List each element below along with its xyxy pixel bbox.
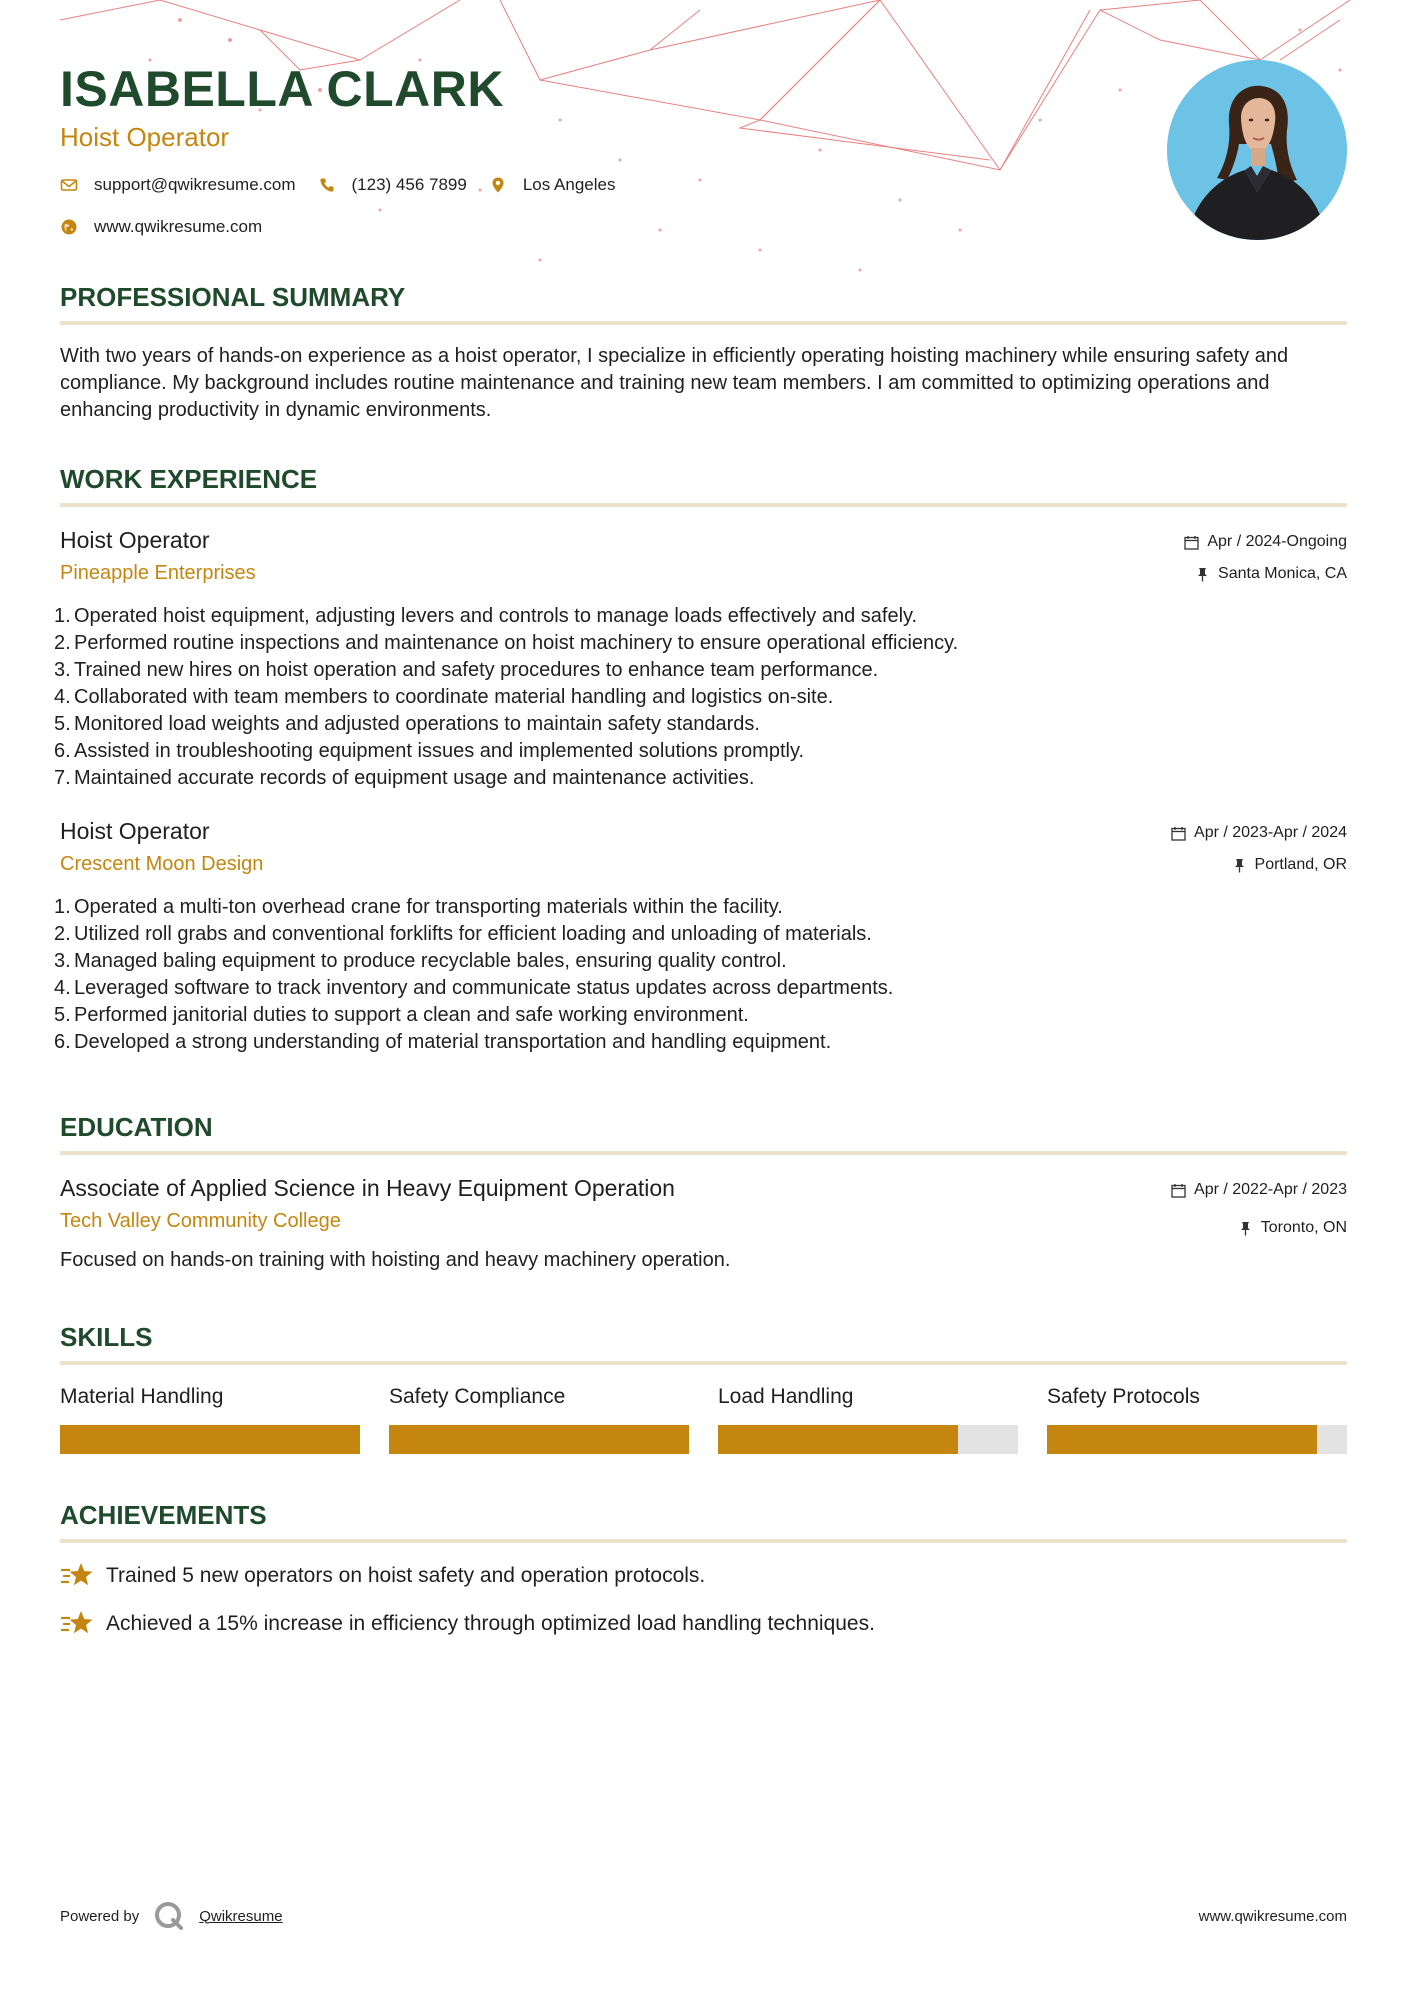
education-location: Toronto, ON <box>1260 1219 1347 1236</box>
portrait-illustration <box>1167 60 1347 240</box>
job-bullet <box>54 1029 1347 1056</box>
skill-bar-fill <box>1047 1425 1317 1454</box>
job-bullet <box>54 738 1347 765</box>
skill-item <box>389 1385 689 1454</box>
skill-label: Material Handling <box>60 1385 224 1408</box>
school-name: Tech Valley Community College <box>60 1210 341 1232</box>
bullet-text: Utilized roll grabs and conventional forklifts for efficient loading and unloading of materials. <box>74 923 872 945</box>
brand-link[interactable]: Qwikresume <box>199 1907 283 1925</box>
resume-header <box>60 0 1347 270</box>
globe-icon <box>60 218 78 236</box>
job-dates: Apr / 2024-Ongoing <box>1207 533 1347 550</box>
job-company: Crescent Moon Design <box>60 853 264 875</box>
bullet-text: Maintained accurate records of equipment usage and maintenance activities. <box>74 767 755 789</box>
bullet-text: Monitored load weights and adjusted operations to maintain safety standards. <box>74 713 760 735</box>
education-section <box>60 1112 1347 1272</box>
job-bullets <box>54 894 1347 1056</box>
job-bullet <box>54 948 1347 975</box>
job-bullet <box>54 657 1347 684</box>
job-bullet <box>54 975 1347 1002</box>
footer-website[interactable]: www.qwikresume.com <box>1198 1907 1347 1925</box>
bullet-number: 6. <box>54 740 71 762</box>
contact-email[interactable]: support@qwikresume.com <box>94 175 296 194</box>
education-description: Focused on hands-on training with hoisting and heavy machinery operation. <box>60 1249 731 1271</box>
job-entry <box>54 527 1347 792</box>
shooting-star-icon <box>60 1561 94 1591</box>
calendar-icon <box>1184 535 1199 550</box>
candidate-name: ISABELLA CLARK <box>60 61 505 117</box>
job-bullet <box>54 765 1347 792</box>
bullet-number: 3. <box>54 950 71 972</box>
job-company: Pineapple Enterprises <box>60 562 256 584</box>
profile-photo <box>1167 60 1347 240</box>
qwikresume-logo-icon <box>153 1900 185 1932</box>
pushpin-icon <box>1232 858 1247 873</box>
bullet-text: Leveraged software to track inventory and communicate status updates across departments. <box>74 977 894 999</box>
powered-by-label: Powered by <box>60 1907 140 1925</box>
contact-block <box>60 170 637 254</box>
job-bullet <box>54 603 1347 630</box>
education-heading: EDUCATION <box>60 1112 1347 1155</box>
summary-section <box>60 282 1347 424</box>
job-bullet <box>54 711 1347 738</box>
summary-text: With two years of hands-on experience as a hoist operator, I specialize in efficiently operating hoisting machinery while ensuring safety and compliance. My background includes routine maintenance and training new team members. I am committed to optimizing operations and enhancing productivity in dynamic environments. <box>60 345 1289 421</box>
job-title: Hoist Operator <box>60 818 210 844</box>
bullet-text: Assisted in troubleshooting equipment issues and implemented solutions promptly. <box>74 740 805 762</box>
candidate-role: Hoist Operator <box>60 122 230 152</box>
bullet-number: 5. <box>54 713 71 735</box>
pushpin-icon <box>1238 1221 1253 1236</box>
pushpin-icon <box>1195 567 1210 582</box>
job-entry <box>54 818 1347 1056</box>
bullet-number: 1. <box>54 605 71 627</box>
calendar-icon <box>1171 1183 1186 1198</box>
skill-label: Safety Compliance <box>389 1385 566 1408</box>
bullet-number: 7. <box>54 767 71 789</box>
footer <box>60 1900 1347 1932</box>
skill-label: Safety Protocols <box>1047 1385 1200 1408</box>
achievements-heading: ACHIEVEMENTS <box>60 1500 1347 1543</box>
job-location: Portland, OR <box>1254 856 1347 873</box>
skill-bar-track <box>718 1425 1018 1454</box>
bullet-text: Operated hoist equipment, adjusting levers and controls to manage loads effectively and safely. <box>74 605 918 627</box>
powered-by <box>60 1900 283 1932</box>
job-bullet <box>54 684 1347 711</box>
skill-bar-fill <box>60 1425 360 1454</box>
education-meta <box>1171 1179 1347 1249</box>
bullet-text: Operated a multi-ton overhead crane for transporting materials within the facility. <box>74 896 783 918</box>
achievements-section <box>60 1500 1347 1639</box>
bullet-text: Managed baling equipment to produce recyclable bales, ensuring quality control. <box>74 950 787 972</box>
bullet-text: Trained new hires on hoist operation and safety procedures to enhance team performance. <box>74 659 879 681</box>
contact-website[interactable]: www.qwikresume.com <box>94 217 263 236</box>
skill-bar-fill <box>718 1425 958 1454</box>
envelope-icon <box>60 176 78 194</box>
skill-item <box>718 1385 1018 1454</box>
achievement-text: Achieved a 15% increase in efficiency through optimized load handling techniques. <box>106 1612 875 1635</box>
bullet-text: Developed a strong understanding of material transportation and handling equipment. <box>74 1031 832 1053</box>
shooting-star-icon <box>60 1609 94 1639</box>
skill-bar-track <box>60 1425 360 1454</box>
bullet-number: 2. <box>54 632 71 654</box>
job-bullet <box>54 921 1347 948</box>
experience-heading: WORK EXPERIENCE <box>60 464 1347 507</box>
bullet-number: 4. <box>54 977 71 999</box>
bullet-number: 6. <box>54 1031 71 1053</box>
skill-item <box>60 1385 360 1454</box>
achievement-item <box>60 1609 1347 1639</box>
experience-section <box>54 464 1347 1056</box>
job-title: Hoist Operator <box>60 527 210 553</box>
bullet-number: 2. <box>54 923 71 945</box>
phone-icon <box>318 176 336 194</box>
job-meta <box>1171 822 1347 886</box>
achievement-text: Trained 5 new operators on hoist safety and operation protocols. <box>106 1564 706 1587</box>
map-pin-icon <box>489 176 507 194</box>
job-dates: Apr / 2023-Apr / 2024 <box>1194 824 1347 841</box>
education-entry <box>60 1175 1347 1272</box>
calendar-icon <box>1171 826 1186 841</box>
job-bullet <box>54 894 1347 921</box>
contact-location: Los Angeles <box>522 175 616 194</box>
job-bullet <box>54 630 1347 657</box>
skills-section <box>60 1322 1347 1454</box>
skill-bar-track <box>1047 1425 1347 1454</box>
bullet-number: 5. <box>54 1004 71 1026</box>
bullet-text: Collaborated with team members to coordinate material handling and logistics on-site. <box>74 686 834 708</box>
degree-title: Associate of Applied Science in Heavy Equipment Operation <box>60 1175 675 1201</box>
bullet-number: 1. <box>54 896 71 918</box>
job-bullet <box>54 1002 1347 1029</box>
contact-phone[interactable]: (123) 456 7899 <box>351 175 467 194</box>
job-location: Santa Monica, CA <box>1218 565 1347 582</box>
bullet-number: 3. <box>54 659 71 681</box>
bullet-text: Performed janitorial duties to support a clean and safe working environment. <box>74 1004 749 1026</box>
education-dates: Apr / 2022-Apr / 2023 <box>1194 1181 1347 1198</box>
skill-bar-track <box>389 1425 689 1454</box>
job-bullets <box>54 603 1347 792</box>
summary-heading: PROFESSIONAL SUMMARY <box>60 282 1347 325</box>
bullet-text: Performed routine inspections and maintenance on hoist machinery to ensure operational efficiency. <box>74 632 959 654</box>
skills-heading: SKILLS <box>60 1322 1347 1365</box>
achievement-item <box>60 1561 1347 1591</box>
job-meta <box>1184 531 1347 595</box>
skill-bar-fill <box>389 1425 689 1454</box>
bullet-number: 4. <box>54 686 71 708</box>
skill-item <box>1047 1385 1347 1454</box>
skill-label: Load Handling <box>718 1385 854 1408</box>
